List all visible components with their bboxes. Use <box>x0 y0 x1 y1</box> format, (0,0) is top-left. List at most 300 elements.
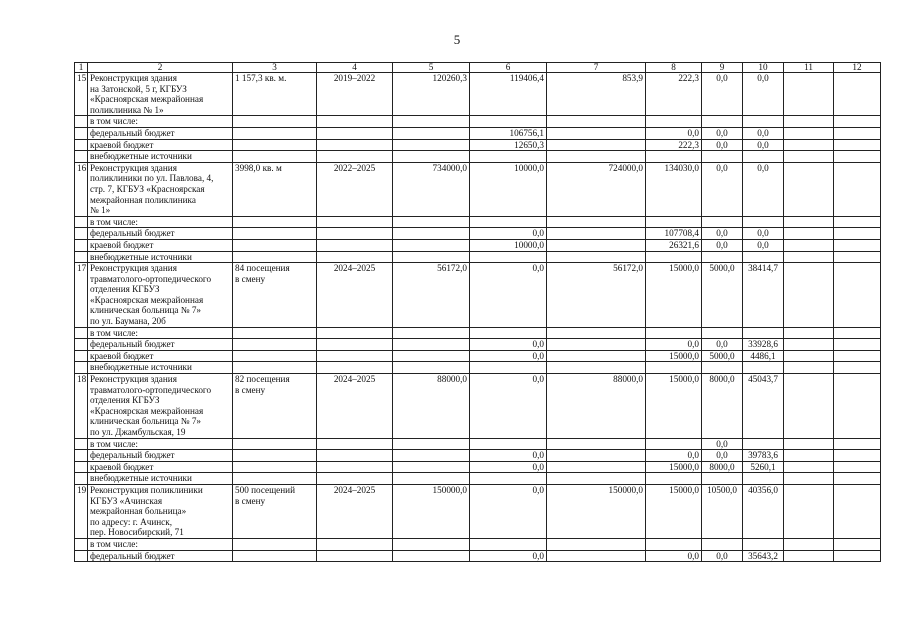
table-cell <box>317 362 393 374</box>
table-cell <box>743 251 784 263</box>
table-cell <box>547 239 646 251</box>
table-cell <box>834 116 881 128</box>
table-cell: 0,0 <box>470 228 547 240</box>
funding-subrow <box>75 151 881 163</box>
column-header-10: 10 <box>743 63 784 73</box>
project-row <box>75 263 881 328</box>
table-cell <box>233 327 317 339</box>
table-cell <box>646 362 702 374</box>
table-cell <box>547 538 646 550</box>
table-cell <box>470 538 547 550</box>
table-cell <box>317 127 393 139</box>
table-cell: 2022–2025 <box>317 162 393 216</box>
table-cell <box>470 216 547 228</box>
table-cell <box>646 151 702 163</box>
table-cell <box>547 362 646 374</box>
table-cell <box>317 251 393 263</box>
funding-subrow <box>75 216 881 228</box>
table-cell <box>75 461 88 473</box>
table-cell <box>75 251 88 263</box>
table-cell: 0,0 <box>702 73 743 116</box>
table-cell <box>393 450 470 462</box>
table-cell <box>834 73 881 116</box>
table-cell <box>702 151 743 163</box>
table-cell: 0,0 <box>743 162 784 216</box>
table-cell <box>702 327 743 339</box>
table-cell <box>233 362 317 374</box>
table-cell: 0,0 <box>702 239 743 251</box>
table-cell: в том числе: <box>88 327 233 339</box>
table-cell <box>646 438 702 450</box>
table-cell: Реконструкция здания травматолого-ортопедического отделения КГБУЗ «Красноярская межрайонная клиническая больница № 7» по ул. Баумана, 20б <box>88 263 233 328</box>
funding-subrow <box>75 450 881 462</box>
table-cell <box>646 116 702 128</box>
table-cell: 2024–2025 <box>317 484 393 538</box>
table-cell <box>547 450 646 462</box>
table-cell: федеральный бюджет <box>88 339 233 351</box>
funding-subrow <box>75 438 881 450</box>
table-cell: Реконструкция здания травматолого-ортопедического отделения КГБУЗ «Красноярская межрайонная клиническая больница № 7» по ул. Джамбульская, 19 <box>88 374 233 439</box>
table-cell: 35643,2 <box>743 550 784 562</box>
table-cell: 56172,0 <box>547 263 646 328</box>
table-cell: в том числе: <box>88 116 233 128</box>
project-row <box>75 484 881 538</box>
column-header-12: 12 <box>834 63 881 73</box>
table-cell <box>784 116 834 128</box>
table-cell <box>393 216 470 228</box>
table-cell <box>317 228 393 240</box>
table-cell <box>834 461 881 473</box>
table-cell <box>646 538 702 550</box>
table-cell <box>233 550 317 562</box>
table-cell <box>702 538 743 550</box>
budget-table <box>74 62 881 562</box>
table-cell <box>834 374 881 439</box>
table-cell: 39783,6 <box>743 450 784 462</box>
table-cell: краевой бюджет <box>88 239 233 251</box>
funding-subrow <box>75 473 881 485</box>
table-cell: 134030,0 <box>646 162 702 216</box>
table-cell: 0,0 <box>646 339 702 351</box>
table-cell <box>547 127 646 139</box>
table-cell: Реконструкция здания на Затонской, 5 г, КГБУЗ «Красноярская межрайонная поликлиника № 1» <box>88 73 233 116</box>
table-cell: 0,0 <box>702 550 743 562</box>
table-cell <box>393 461 470 473</box>
table-cell <box>834 350 881 362</box>
table-cell <box>470 362 547 374</box>
table-cell <box>317 327 393 339</box>
table-cell <box>393 127 470 139</box>
table-cell <box>393 538 470 550</box>
column-header-5: 5 <box>393 63 470 73</box>
table-cell: 0,0 <box>470 350 547 362</box>
table-cell: 12650,3 <box>470 139 547 151</box>
table-cell <box>75 473 88 485</box>
table-cell <box>75 139 88 151</box>
table-cell <box>834 327 881 339</box>
table-cell: 26321,6 <box>646 239 702 251</box>
table-cell: 45043,7 <box>743 374 784 439</box>
table-cell <box>233 151 317 163</box>
table-cell <box>317 239 393 251</box>
column-header-2: 2 <box>88 63 233 73</box>
column-header-4: 4 <box>317 63 393 73</box>
table-cell <box>743 327 784 339</box>
table-cell: краевой бюджет <box>88 461 233 473</box>
table-cell <box>317 116 393 128</box>
table-cell: 88000,0 <box>393 374 470 439</box>
table-cell <box>547 216 646 228</box>
table-cell: 0,0 <box>646 550 702 562</box>
table-cell <box>75 216 88 228</box>
table-cell <box>75 127 88 139</box>
table-cell: 15000,0 <box>646 484 702 538</box>
table-cell: 2024–2025 <box>317 263 393 328</box>
table-cell: 15000,0 <box>646 350 702 362</box>
table-cell <box>75 327 88 339</box>
funding-subrow <box>75 239 881 251</box>
table-cell <box>317 461 393 473</box>
table-body <box>75 73 881 562</box>
table-cell <box>743 116 784 128</box>
table-cell <box>317 438 393 450</box>
column-header-11: 11 <box>784 63 834 73</box>
table-cell: 0,0 <box>702 339 743 351</box>
table-cell: 10500,0 <box>702 484 743 538</box>
table-cell: 8000,0 <box>702 374 743 439</box>
table-cell: 0,0 <box>470 461 547 473</box>
column-header-9: 9 <box>702 63 743 73</box>
funding-subrow <box>75 362 881 374</box>
funding-subrow <box>75 350 881 362</box>
table-cell: 0,0 <box>470 339 547 351</box>
table-cell: 0,0 <box>470 374 547 439</box>
table-cell <box>547 473 646 485</box>
table-cell: внебюджетные источники <box>88 362 233 374</box>
table-cell <box>393 362 470 374</box>
table-cell <box>834 438 881 450</box>
table-cell: 1 157,3 кв. м. <box>233 73 317 116</box>
table-cell <box>393 139 470 151</box>
table-cell <box>317 550 393 562</box>
table-cell <box>646 327 702 339</box>
funding-subrow <box>75 127 881 139</box>
table-cell: внебюджетные источники <box>88 251 233 263</box>
funding-subrow <box>75 116 881 128</box>
table-cell <box>75 116 88 128</box>
table-cell: федеральный бюджет <box>88 450 233 462</box>
table-cell <box>784 550 834 562</box>
table-cell <box>470 251 547 263</box>
table-cell: 120260,3 <box>393 73 470 116</box>
table-cell <box>75 450 88 462</box>
table-cell <box>75 550 88 562</box>
table-cell <box>317 473 393 485</box>
table-cell <box>834 239 881 251</box>
project-row <box>75 162 881 216</box>
funding-subrow <box>75 461 881 473</box>
table-cell <box>75 538 88 550</box>
table-cell: 33928,6 <box>743 339 784 351</box>
table-cell: Реконструкция здания поликлиники по ул. Павлова, 4, стр. 7, КГБУЗ «Красноярская межрайонная поликлиника № 1» <box>88 162 233 216</box>
table-cell <box>743 216 784 228</box>
table-cell <box>646 473 702 485</box>
table-cell <box>393 228 470 240</box>
table-cell <box>317 538 393 550</box>
table-cell: 82 посещения в смену <box>233 374 317 439</box>
funding-subrow <box>75 538 881 550</box>
table-cell <box>784 339 834 351</box>
table-cell <box>75 339 88 351</box>
table-cell <box>233 127 317 139</box>
table-cell <box>743 538 784 550</box>
table-cell <box>547 461 646 473</box>
table-cell <box>784 350 834 362</box>
table-cell <box>743 438 784 450</box>
table-cell <box>702 216 743 228</box>
table-cell <box>784 162 834 216</box>
table-cell <box>470 327 547 339</box>
table-cell: 0,0 <box>702 450 743 462</box>
table-cell <box>784 73 834 116</box>
table-cell: 500 посещений в смену <box>233 484 317 538</box>
table-cell <box>834 362 881 374</box>
table-cell: 16 <box>75 162 88 216</box>
table-cell <box>784 450 834 462</box>
table-cell <box>784 239 834 251</box>
project-row <box>75 374 881 439</box>
table-cell <box>834 450 881 462</box>
table-cell: 38414,7 <box>743 263 784 328</box>
table-cell <box>233 461 317 473</box>
table-cell <box>470 438 547 450</box>
table-cell: 119406,4 <box>470 73 547 116</box>
project-row <box>75 73 881 116</box>
page-number: 5 <box>453 32 461 47</box>
table-cell <box>784 228 834 240</box>
table-cell <box>834 473 881 485</box>
table-cell: в том числе: <box>88 216 233 228</box>
funding-subrow <box>75 139 881 151</box>
table-cell <box>75 151 88 163</box>
table-cell <box>317 139 393 151</box>
table-cell: краевой бюджет <box>88 350 233 362</box>
table-cell: 0,0 <box>743 139 784 151</box>
table-cell: 2024–2025 <box>317 374 393 439</box>
table-cell <box>834 216 881 228</box>
table-cell <box>317 350 393 362</box>
table-cell <box>646 251 702 263</box>
table-cell: 84 посещения в смену <box>233 263 317 328</box>
table-cell <box>834 127 881 139</box>
table-cell: краевой бюджет <box>88 139 233 151</box>
table-cell <box>317 450 393 462</box>
table-cell <box>743 151 784 163</box>
table-cell <box>233 216 317 228</box>
table-cell <box>784 139 834 151</box>
table-cell <box>743 362 784 374</box>
funding-subrow <box>75 327 881 339</box>
table-cell: федеральный бюджет <box>88 228 233 240</box>
table-cell <box>784 127 834 139</box>
table-cell <box>834 263 881 328</box>
table-cell: Реконструкция поликлиники КГБУЗ «Ачинская межрайонная больница» по адресу: г. Ачинск, пер. Новосибирский, 71 <box>88 484 233 538</box>
table-cell: 2019–2022 <box>317 73 393 116</box>
table-cell: 0,0 <box>743 239 784 251</box>
table-cell <box>834 484 881 538</box>
table-cell: федеральный бюджет <box>88 127 233 139</box>
table-cell <box>784 484 834 538</box>
table-cell: 19 <box>75 484 88 538</box>
column-header-3: 3 <box>233 63 317 73</box>
table-cell <box>547 339 646 351</box>
table-cell <box>547 438 646 450</box>
table-cell <box>75 362 88 374</box>
table-cell: 88000,0 <box>547 374 646 439</box>
table-cell: 0,0 <box>470 550 547 562</box>
table-cell <box>233 251 317 263</box>
table-cell <box>393 550 470 562</box>
table-cell: 0,0 <box>743 127 784 139</box>
table-cell: 0,0 <box>470 450 547 462</box>
table-cell: 18 <box>75 374 88 439</box>
table-cell: 0,0 <box>743 228 784 240</box>
table-cell <box>834 538 881 550</box>
table-cell <box>470 151 547 163</box>
table-cell: 222,3 <box>646 139 702 151</box>
table-cell: 222,3 <box>646 73 702 116</box>
table-cell <box>393 473 470 485</box>
table-cell: 0,0 <box>702 139 743 151</box>
table-cell: 106756,1 <box>470 127 547 139</box>
table-cell <box>547 251 646 263</box>
column-header-1: 1 <box>75 63 88 73</box>
header-row <box>75 63 881 73</box>
table-cell: внебюджетные источники <box>88 151 233 163</box>
table-cell <box>233 228 317 240</box>
table-cell <box>702 251 743 263</box>
table-cell <box>834 550 881 562</box>
table-cell: 150000,0 <box>393 484 470 538</box>
table-cell <box>233 139 317 151</box>
table-cell <box>233 473 317 485</box>
table-cell: 10000,0 <box>470 239 547 251</box>
table-cell <box>702 116 743 128</box>
table-cell <box>547 327 646 339</box>
table-cell <box>317 216 393 228</box>
table-cell <box>233 339 317 351</box>
table-cell <box>834 139 881 151</box>
table-cell <box>547 151 646 163</box>
table-cell: 853,9 <box>547 73 646 116</box>
table-cell <box>393 350 470 362</box>
table-cell <box>470 473 547 485</box>
table-cell: 5000,0 <box>702 350 743 362</box>
table-cell: 0,0 <box>470 263 547 328</box>
table-cell: 15000,0 <box>646 461 702 473</box>
funding-subrow <box>75 550 881 562</box>
table-cell <box>233 538 317 550</box>
table-cell <box>784 438 834 450</box>
table-cell: 15000,0 <box>646 263 702 328</box>
table-cell <box>393 239 470 251</box>
table-cell <box>393 438 470 450</box>
table-cell <box>75 350 88 362</box>
table-cell: 0,0 <box>646 450 702 462</box>
column-header-7: 7 <box>547 63 646 73</box>
table-cell: в том числе: <box>88 538 233 550</box>
table-cell: в том числе: <box>88 438 233 450</box>
table-cell: 150000,0 <box>547 484 646 538</box>
table-cell: 40356,0 <box>743 484 784 538</box>
table-cell <box>702 362 743 374</box>
table-cell: 5000,0 <box>702 263 743 328</box>
table-cell: 5260,1 <box>743 461 784 473</box>
table-cell: 56172,0 <box>393 263 470 328</box>
table-cell: 15 <box>75 73 88 116</box>
table-cell <box>743 473 784 485</box>
table-cell: 0,0 <box>702 438 743 450</box>
table-cell <box>784 216 834 228</box>
table-cell <box>784 374 834 439</box>
funding-subrow <box>75 228 881 240</box>
table-cell: 4486,1 <box>743 350 784 362</box>
table-cell <box>547 139 646 151</box>
table-cell <box>784 461 834 473</box>
table-cell <box>233 116 317 128</box>
table-cell: 10000,0 <box>470 162 547 216</box>
table-cell <box>547 228 646 240</box>
table-cell <box>470 116 547 128</box>
table-cell <box>393 327 470 339</box>
table-cell <box>233 239 317 251</box>
table-cell <box>547 550 646 562</box>
table-cell <box>834 339 881 351</box>
table-cell <box>317 151 393 163</box>
table-cell <box>393 116 470 128</box>
table-cell <box>233 450 317 462</box>
column-header-8: 8 <box>646 63 702 73</box>
table-cell: 107708,4 <box>646 228 702 240</box>
table-cell <box>233 438 317 450</box>
table-cell: 0,0 <box>743 73 784 116</box>
table-cell: внебюджетные источники <box>88 473 233 485</box>
funding-subrow <box>75 251 881 263</box>
table-cell: 8000,0 <box>702 461 743 473</box>
table-cell <box>784 151 834 163</box>
table-cell <box>784 538 834 550</box>
table-cell: 0,0 <box>702 127 743 139</box>
table-cell: 17 <box>75 263 88 328</box>
table-cell <box>784 327 834 339</box>
table-cell <box>834 251 881 263</box>
table-cell <box>784 263 834 328</box>
table-cell <box>547 116 646 128</box>
table-cell: 724000,0 <box>547 162 646 216</box>
table-cell <box>75 239 88 251</box>
table-cell <box>233 350 317 362</box>
table-cell: 0,0 <box>702 162 743 216</box>
column-header-6: 6 <box>470 63 547 73</box>
table-cell <box>646 216 702 228</box>
table-cell <box>393 339 470 351</box>
table-cell <box>702 473 743 485</box>
table-cell: федеральный бюджет <box>88 550 233 562</box>
table-cell <box>75 228 88 240</box>
table-cell <box>784 251 834 263</box>
table-cell <box>547 350 646 362</box>
table-cell <box>834 228 881 240</box>
